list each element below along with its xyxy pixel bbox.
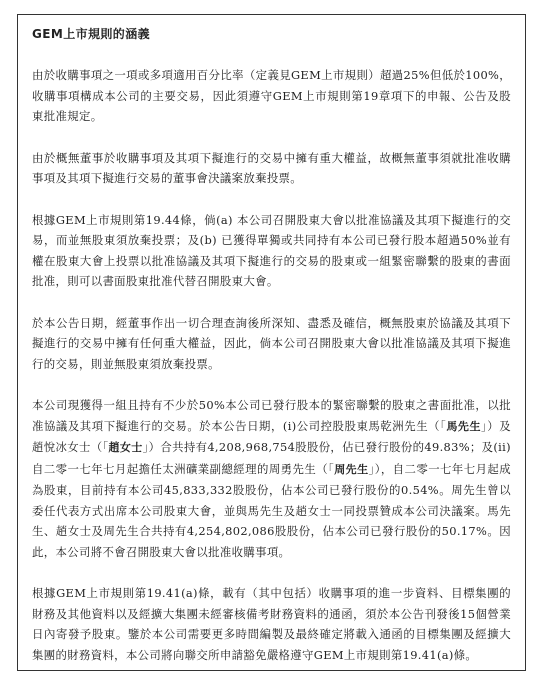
paragraph-text: 」）合共持有4,208,968,754股股份，佔已發行股份的49.83%；及(ii)自二零一七年七月起擔任太洲礦業副總經理的周勇先生（「	[32, 440, 511, 476]
paragraph-text: 根據GEM上市規則第19.44條，倘(a) 本公司召開股東大會以批准協議及其項下擬進行的交易，而並無股東須放棄投票；及(b) 已獲得單獨或共同持有本公司已發行股本超過50%並有權在股東大會上投票以批准協議及其項下擬進行的交易的股東或一組緊密聯繫的股東的書面批准，則可以書面股東批准代替召開股東大會。	[32, 212, 511, 288]
paragraph-text: 於本公告日期，經董事作出一切合理查詢後所深知、盡悉及確信，概無股東於協議及其項下擬進行的交易中擁有任何重大權益，因此，倘本公司召開股東大會以批准協議及其項下擬進行的交易，則並無股東須放棄投票。	[32, 315, 511, 371]
paragraph-text: 由於收購事項之一項或多項適用百分比率（定義見GEM上市規則）超過25%但低於100%，收購事項構成本公司的主要交易，因此須遵守GEM上市規則第19章項下的申報、公告及股東批准規定。	[32, 68, 511, 123]
defined-term-mr-zhou: 周先生	[334, 462, 369, 476]
defined-term-ms-zhao: 趙女士	[108, 441, 143, 454]
document-content	[32, 25, 511, 665]
paragraph-no-shareholder-abstain	[32, 313, 511, 375]
paragraph-text: 由於概無董事於收購事項及其項下擬進行的交易中擁有重大權益，故概無董事須就批准收購事項及其項下擬進行交易的董事會決議案放棄投票。	[32, 150, 511, 185]
section-heading: GEM上市規則的涵義	[32, 27, 150, 41]
paragraph-text: 本公司現獲得一組且持有不少於50%本公司已發行股本的緊密聯繫的股東之書面批准，以批准協議及其項下擬進行的交易。於本公告日期，(i)公司控股股東馬乾洲先生（「	[32, 398, 511, 433]
paragraph-major-transaction	[32, 65, 511, 127]
paragraph-directors-abstain	[32, 148, 511, 189]
paragraph-rule-19-44	[32, 210, 511, 292]
document-box	[17, 14, 526, 671]
paragraph-text: 」）及趙悅冰女士（「	[32, 418, 511, 454]
paragraph-rule-19-41	[32, 583, 511, 665]
paragraph-written-approval	[32, 395, 511, 562]
defined-term-mr-ma: 馬先生	[446, 419, 482, 433]
paragraph-text: 」），自二零一七年七月起成為股東，目前持有本公司45,833,332股股份，佔本公司已發行股份的0.54%。周先生曾以委任代表方式出席本公司股東大會，並與馬先生及趙女士一同投票贊成本公司決議案。馬先生、趙女士及周先生合共持有4,254,802,086股股份，佔本公司已發行股份的50.17%。因此，本公司將不會召開股東大會以批准收購事項。	[32, 461, 511, 559]
paragraph-text: 根據GEM上市規則第19.41(a)條，載有（其中包括）收購事項的進一步資料、目標集團的財務及其他資料以及經擴大集團未經審核備考財務資料的通函，須於本公告刊發後15個營業日內寄發予股東。鑒於本公司需要更多時間編製及最終確定將載入通函的目標集團及經擴大集團的財務資料，本公司將向聯交所申請豁免嚴格遵守GEM上市規則第19.41(a)條。	[32, 586, 511, 662]
